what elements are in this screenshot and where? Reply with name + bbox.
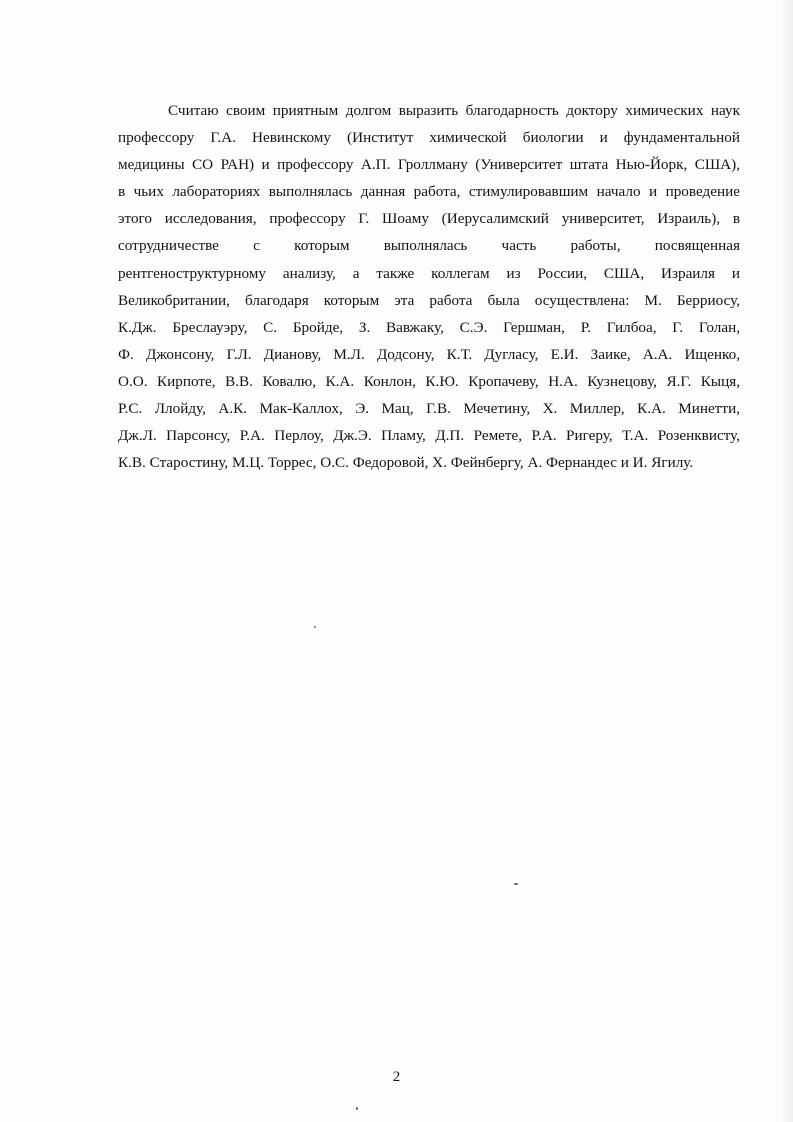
scan-speck: [514, 883, 518, 885]
paragraph-line: в чьих лабораториях выполнялась данная работа, стимулировавшим начало и проведение: [118, 183, 740, 201]
paragraph-line: Ф. Джонсону, Г.Л. Дианову, М.Л. Додсону, К.Т. Дугласу, Е.И. Заике, А.А. Ищенко,: [118, 345, 740, 363]
paragraph-line: Р.С. Ллойду, А.К. Мак-Каллох, Э. Мац, Г.В. Мечетину, Х. Миллер, К.А. Минетти,: [118, 400, 740, 418]
paragraph-line: К.Дж. Бреслауэру, С. Бройде, З. Вавжаку, С.Э. Гершман, Р. Гилбоа, Г. Голан,: [118, 318, 740, 336]
paragraph-line: сотрудничестве с которым выполнялась часть работы, посвященная: [118, 237, 740, 255]
page-number: 2: [392, 1069, 401, 1085]
acknowledgement-paragraph: [118, 97, 740, 476]
paragraph-line: Считаю своим приятным долгом выразить благодарность доктору химических наук: [168, 102, 740, 119]
paragraph-line: профессору Г.А. Невинскому (Институт химической биологии и фундаментальной: [118, 129, 740, 147]
paragraph-line: этого исследования, профессору Г. Шоаму (Иерусалимский университет, Израиль), в: [118, 210, 740, 228]
scan-speck: [314, 626, 316, 628]
paragraph-line: К.В. Старостину, М.Ц. Торрес, О.С. Федоровой, Х. Фейнбергу, А. Фернандес и И. Ягилу.: [118, 454, 694, 472]
paragraph-line: О.О. Кирпоте, В.В. Ковалю, К.А. Конлон, К.Ю. Кропачеву, Н.А. Кузнецову, Я.Г. Кыця,: [118, 372, 740, 390]
paragraph-line: Дж.Л. Парсонсу, Р.А. Перлоу, Дж.Э. Пламу, Д.П. Ремете, Р.А. Ригеру, Т.А. Розенквисту,: [118, 427, 740, 445]
paragraph-line: Великобритании, благодаря которым эта работа была осуществлена: М. Берриосу,: [118, 291, 740, 309]
paragraph-line: рентгеноструктурному анализу, а также коллегам из России, США, Израиля и: [118, 264, 740, 282]
paragraph-line: медицины СО РАН) и профессору А.П. Гроллману (Университет штата Нью-Йорк, США),: [118, 156, 740, 174]
scan-edge-shadow: [781, 0, 793, 1122]
scan-speck: [356, 1107, 358, 1110]
